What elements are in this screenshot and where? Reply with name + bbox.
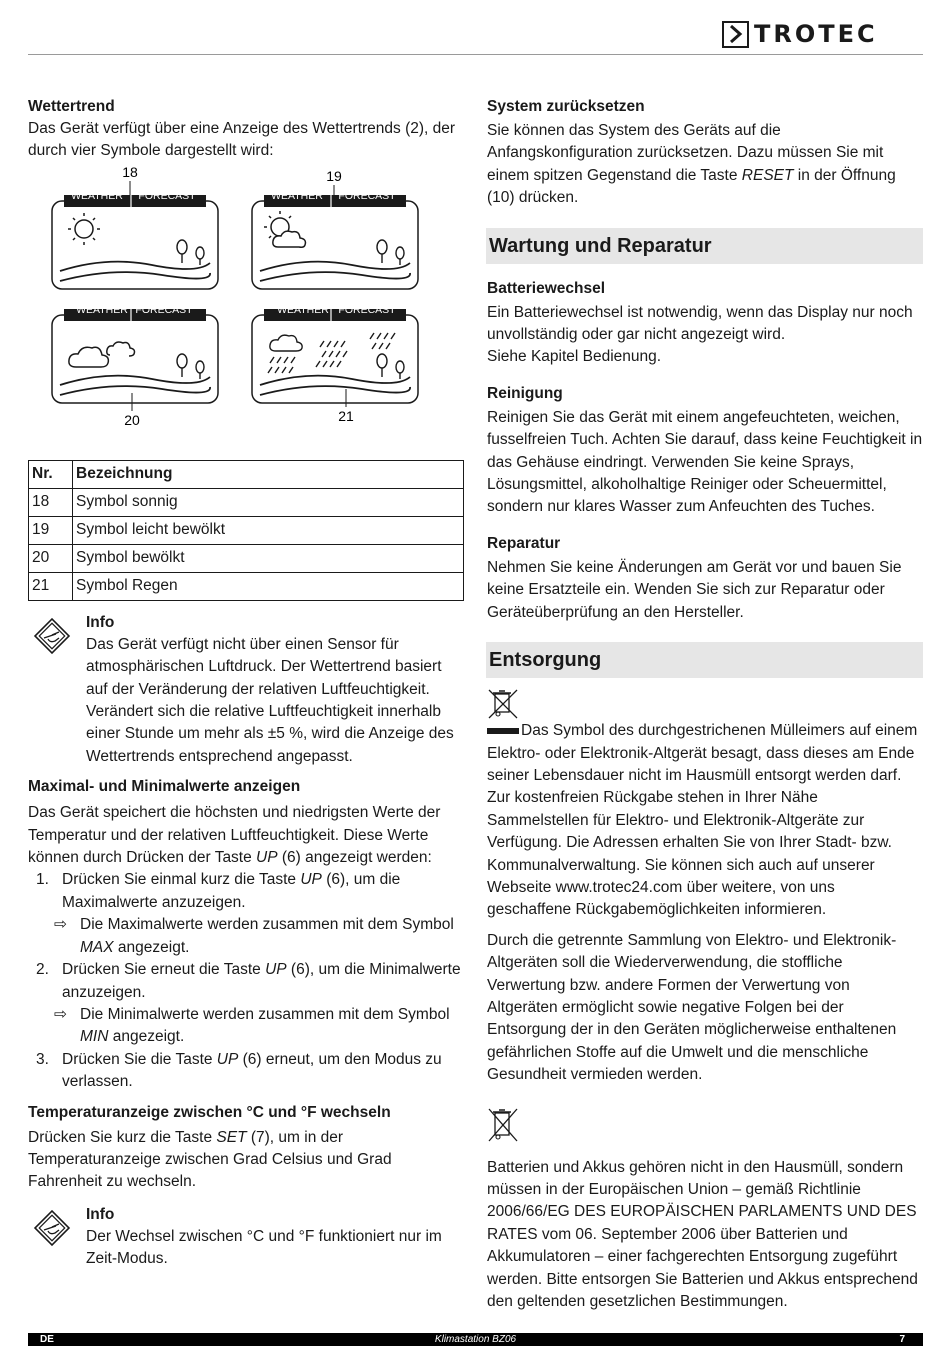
info-hand-icon xyxy=(28,1204,86,1271)
weather-label-3: WEATHER xyxy=(76,303,128,316)
info-text: Der Wechsel zwischen °C und °F funktioniert nur im Zeit-Modus. xyxy=(86,1227,442,1268)
footer-language: DE xyxy=(40,1334,54,1345)
callout-19: 19 xyxy=(326,167,342,184)
trotec-logo xyxy=(722,20,922,48)
partly-cloudy-panel xyxy=(252,195,418,289)
table-cell: 19 xyxy=(29,516,73,544)
batterie-text: Ein Batteriewechsel ist notwendig, wenn das Display nur noch unvollständig oder gar nicht angezeigt wird. xyxy=(487,303,913,344)
reparatur-text: Nehmen Sie keine Änderungen am Gerät vor und bauen Sie keine Ersatzteile ein. Wenden Sie sich zur Reparatur oder Geräteüberprüfung an den Hersteller. xyxy=(487,558,902,621)
forecast-label-4: FORECAST xyxy=(338,303,396,316)
footer-page-number: 7 xyxy=(899,1334,905,1345)
step-3: 3. Drücken Sie die Taste UP (6) erneut, um den Modus zu verlassen. xyxy=(36,1050,442,1091)
trotec-chevron-icon xyxy=(722,21,749,48)
info-title: Info xyxy=(86,613,115,631)
reinigung-text: Reinigen Sie das Gerät mit einem angefeuchteten, weichen, fusselfreien Tuch. Achten Sie darauf, dass keine Feuchtigkeit in das Gehäuse eindringt. Verwenden Sie keine Sprays, Lösungsmittel, alkoholhaltige Reiniger oder Scheuermittel, sondern nur klares Wasser zum Anfeuchten des Tuches. xyxy=(487,408,923,516)
step-2: 2. Drücken Sie erneut die Taste UP (6), um die Minimalwerte anzuzeigen. xyxy=(36,961,461,1001)
table-cell: Symbol bewölkt xyxy=(73,544,464,572)
result-1: ⇨ Die Maximalwerte werden zusammen mit dem Symbol MAX angezeigt. xyxy=(28,914,464,959)
table-row xyxy=(29,572,464,600)
table-cell: Symbol Regen xyxy=(73,572,464,600)
table-cell: 18 xyxy=(29,488,73,516)
header-divider xyxy=(28,54,923,55)
callout-18: 18 xyxy=(122,166,138,180)
brand-name: TROTEC xyxy=(754,20,878,48)
entsorgung-text-3: Batterien und Akkus gehören nicht in den Hausmüll, sondern müssen in der Europäischen Union – gemäß Richtlinie 2006/66/EG DES EUROPÄISCHEN PARLAMENTS UND DES RATES vom 06. September 2006 über Batterien und Akkumulatoren – einer fachgerechten Entsorgung zugeführt werden. Bitte entsorgen Sie Batterien und Akkus entsprechend den geltenden gesetzlichen Bestimmungen. xyxy=(487,1158,918,1311)
forecast-label-2: FORECAST xyxy=(338,189,396,202)
sunny-panel xyxy=(52,195,218,289)
table-cell: 21 xyxy=(29,572,73,600)
weee-bar-icon xyxy=(487,728,519,734)
forecast-label-1: FORECAST xyxy=(138,189,196,202)
entsorgung-text-1: Das Symbol des durchgestrichenen Mülleimers auf einem Elektro- oder Elektronik-Altgerät besagt, dass dieses am Ende seiner Lebensdauer nicht im Hausmüll entsorgt werden darf. Zur kostenfreien Rückgabe stehen in Ihrer Nähe Sammelstellen für Elektro- und Elektronik-Altgeräte zur Verfügung. Die Adressen erhalten Sie von Ihrer Stadt- bzw. Kommunalverwaltung. Sie können sich auch auf unserer Webseite www.trotec24.com über weitere, von uns geschaffene Rückgabemöglichkeiten informieren. xyxy=(487,722,918,919)
table-header-bezeichnung: Bezeichnung xyxy=(73,460,464,488)
entsorgung-banner: Entsorgung xyxy=(486,642,923,678)
reset-text: Sie können das System des Geräts auf die Anfangskonfiguration zurücksetzen. Dazu müssen Sie mit einem spitzen Gegenstand die Taste RESET in der Öffnung (10) drücken. xyxy=(487,122,896,207)
rain-panel xyxy=(252,309,418,403)
wartung-banner: Wartung und Reparatur xyxy=(486,228,923,264)
maxmin-heading: Maximal- und Minimalwerte anzeigen xyxy=(28,778,301,796)
maxmin-intro: Das Gerät speichert die höchsten und niedrigsten Werte der Temperatur und der relativen Luftfeuchtigkeit. Diese Werte können durch Drücken der Taste UP (6) angezeigt werden: xyxy=(28,804,441,867)
left-column xyxy=(28,96,464,1271)
reset-heading: System zurücksetzen xyxy=(487,98,645,115)
result-2: ⇨ Die Minimalwerte werden zusammen mit dem Symbol MIN angezeigt. xyxy=(28,1004,464,1049)
callout-21: 21 xyxy=(338,407,354,424)
weather-label-1: WEATHER xyxy=(71,189,123,202)
batterie-text-2: Siehe Kapitel Bedienung. xyxy=(487,348,662,366)
info-title: Info xyxy=(86,1205,115,1223)
entsorgung-text-2: Durch die getrennte Sammlung von Elektro- und Elektronik-Altgeräten soll die Wiederverwendung, die stoffliche Verwertung bzw. andere Formen der Verwertung von Altgeräten ermöglicht sowie negative Folgen bei der Entsorgung der in den Geräten möglicherweise enthaltenen gefährlichen Stoffe auf die Umwelt und die menschliche Gesundheit vermieden werden. xyxy=(487,931,897,1084)
weather-label-2: WEATHER xyxy=(271,189,323,202)
wettertrend-heading: Wettertrend xyxy=(28,98,115,115)
cloudy-panel xyxy=(52,309,218,403)
table-cell: Symbol sonnig xyxy=(73,488,464,516)
weather-forecast-figure xyxy=(28,167,464,459)
weee-bin-icon xyxy=(487,688,923,720)
callout-20: 20 xyxy=(124,411,140,428)
table-cell: 20 xyxy=(29,544,73,572)
table-header-nr: Nr. xyxy=(29,460,73,488)
wettertrend-text: Das Gerät verfügt über eine Anzeige des Wettertrends (2), der durch vier Symbole dargestellt wird: xyxy=(28,120,456,160)
table-cell: Symbol leicht bewölkt xyxy=(73,516,464,544)
result-arrow-icon: ⇨ xyxy=(54,1005,67,1023)
table-row xyxy=(29,516,464,544)
battery-bin-icon xyxy=(487,1105,923,1147)
tempunit-text: Drücken Sie kurz die Taste SET (7), um in der Temperaturanzeige zwischen Grad Celsius und Grad Fahrenheit zu wechseln. xyxy=(28,1128,392,1191)
info-box-zeitmodus xyxy=(28,1204,464,1271)
table-row xyxy=(29,488,464,516)
tempunit-heading: Temperaturanzeige zwischen °C und °F wechseln xyxy=(28,1103,391,1121)
footer-product: Klimastation BZ06 xyxy=(434,1334,517,1345)
batterie-heading: Batteriewechsel xyxy=(487,279,606,297)
weather-label-4: WEATHER xyxy=(277,303,329,316)
forecast-label-3: FORECAST xyxy=(135,303,193,316)
right-column xyxy=(487,96,923,1313)
symbol-table xyxy=(28,460,464,601)
table-row xyxy=(29,544,464,572)
step-1: 1. Drücken Sie einmal kurz die Taste UP (6), um die Maximalwerte anzuzeigen. xyxy=(36,871,401,911)
info-box-luftdruck xyxy=(28,612,464,768)
reinigung-heading: Reinigung xyxy=(487,384,563,402)
info-hand-icon xyxy=(28,612,86,768)
table-header-row xyxy=(29,460,464,488)
info-text: Das Gerät verfügt nicht über einen Sensor für atmosphärischen Luftdruck. Der Wettertrend basiert auf der Veränderung der relativen Luftfeuchtigkeit. Verändert sich die relative Luftfeuchtigkeit innerhalb einer Stunde um mehr als ±5 %, wird die Anzeige des Wettertrends entsprechend angepasst. xyxy=(86,635,454,765)
result-arrow-icon: ⇨ xyxy=(54,916,67,934)
page-footer xyxy=(28,1333,923,1346)
reparatur-heading: Reparatur xyxy=(487,534,561,552)
